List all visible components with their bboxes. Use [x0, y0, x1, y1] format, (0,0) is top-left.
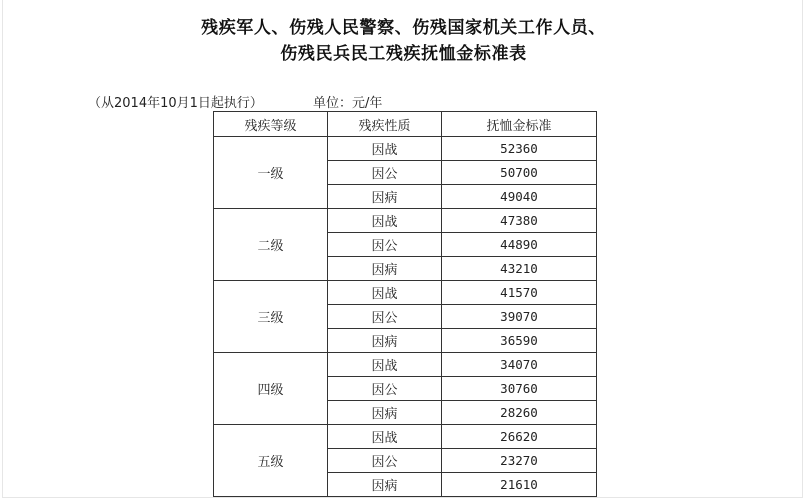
amount-cell: 23270: [442, 449, 597, 473]
amount-cell: 41570: [442, 281, 597, 305]
grade-cell: 一级: [214, 137, 328, 209]
amount-cell: 26620: [442, 425, 597, 449]
unit-label: 单位：元/年: [313, 96, 383, 111]
nature-cell: 因公: [328, 377, 442, 401]
amount-cell: 21610: [442, 473, 597, 497]
grade-cell: 三级: [214, 281, 328, 353]
nature-cell: 因病: [328, 329, 442, 353]
document-title-line-1: 残疾军人、伤残人民警察、伤残国家机关工作人员、: [201, 18, 606, 38]
amount-cell: 47380: [442, 209, 597, 233]
pension-standard-table: [213, 111, 597, 497]
grade-cell: 五级: [214, 425, 328, 497]
grade-cell: 四级: [214, 353, 328, 425]
table-row: [214, 425, 597, 449]
table-header-row: [214, 112, 597, 137]
nature-cell: 因战: [328, 353, 442, 377]
document-title-line-2: 伤残民兵民工残疾抚恤金标准表: [280, 44, 527, 64]
nature-cell: 因公: [328, 161, 442, 185]
nature-cell: 因战: [328, 209, 442, 233]
amount-cell: 50700: [442, 161, 597, 185]
nature-cell: 因战: [328, 281, 442, 305]
nature-cell: 因病: [328, 185, 442, 209]
header-disability-nature: 残疾性质: [328, 112, 442, 137]
nature-cell: 因病: [328, 473, 442, 497]
nature-cell: 因战: [328, 425, 442, 449]
nature-cell: 因公: [328, 305, 442, 329]
table-row: [214, 353, 597, 377]
effective-date-note: （从2014年10月1日起执行）: [88, 96, 263, 111]
amount-cell: 39070: [442, 305, 597, 329]
grade-cell: 二级: [214, 209, 328, 281]
nature-cell: 因公: [328, 233, 442, 257]
nature-cell: 因病: [328, 401, 442, 425]
header-disability-grade: 残疾等级: [214, 112, 328, 137]
table-row: [214, 281, 597, 305]
table-row: [214, 137, 597, 161]
amount-cell: 44890: [442, 233, 597, 257]
table-row: [214, 209, 597, 233]
amount-cell: 36590: [442, 329, 597, 353]
header-pension-standard: 抚恤金标准: [442, 112, 597, 137]
amount-cell: 52360: [442, 137, 597, 161]
amount-cell: 30760: [442, 377, 597, 401]
nature-cell: 因战: [328, 137, 442, 161]
amount-cell: 49040: [442, 185, 597, 209]
amount-cell: 34070: [442, 353, 597, 377]
amount-cell: 28260: [442, 401, 597, 425]
nature-cell: 因病: [328, 257, 442, 281]
amount-cell: 43210: [442, 257, 597, 281]
nature-cell: 因公: [328, 449, 442, 473]
